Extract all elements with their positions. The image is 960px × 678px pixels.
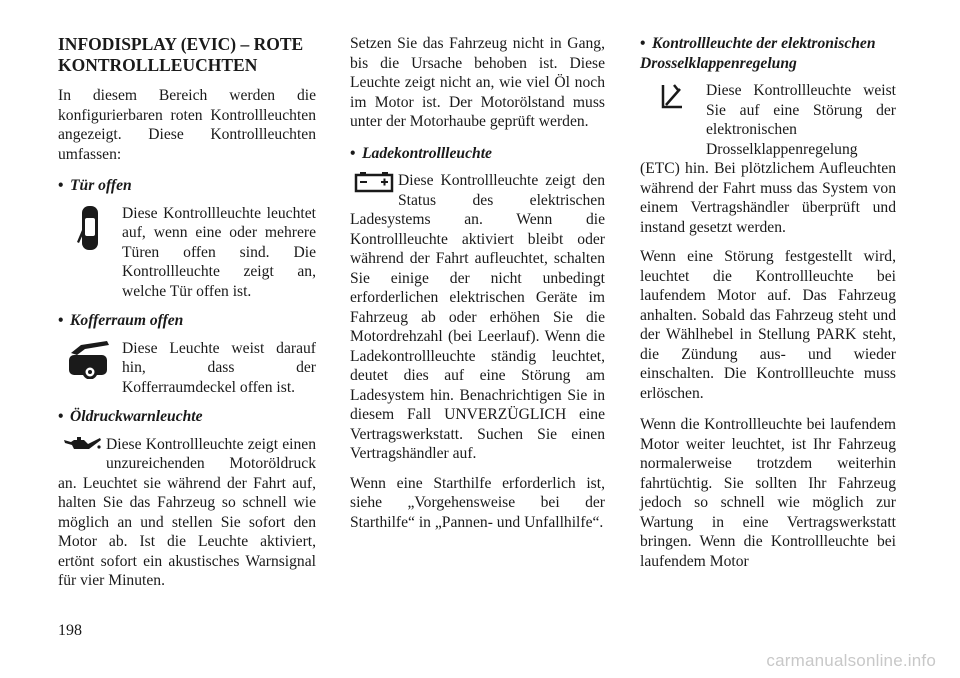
oil-can-icon: [58, 435, 106, 459]
charge-text: Diese Kontrollleuchte zeigt den Status des elektrischen Ladesystems an. Wenn die Kontrollleuchte aktiviert bleibt oder während der Fahrt aufleuchtet, schalten Sie einige der nicht unbedingt erforderlichen elektrischen Geräte im Fahrzeug ab oder erhöhen Sie die Motordrehzahl (bei Leerlauf). Wenn die Ladekontrollleuchte ständig leuchtet, deutet dies auf eine Störung am Ladesystem hin. Benachrichtigen Sie in diesem Fall UNVERZÜGLICH eine Vertragswerkstatt. Suchen Sie einen Vertragshändler auf.: [350, 172, 605, 462]
column-3: [640, 34, 896, 583]
throttle-control-icon: [640, 81, 706, 159]
charge-block: [350, 171, 605, 464]
fault-paragraph: Wenn eine Störung festgestellt wird, leuchtet die Kontrollleuchte bei laufendem Motor auf. Das Fahrzeug anhalten. Sobald das Fahrzeug steht und der Wählhebel in Stellung PARK steht, die Zündung aus- und wieder einschalten. Die Kontrollleuchte muss erlöschen.: [640, 248, 896, 402]
continue-driving-paragraph: Wenn die Kontrollleuchte bei laufendem Motor weiter leuchtet, ist Ihr Fahrzeug normalerweise trotzdem weiterhin fahrtüchtig. Sie sollten Ihr Fahrzeug jedoch so schnell wie möglich zur Wartung in eine Vertragswerkstatt bringen. Wenn die Kontrollleuchte bei laufendem Motor: [640, 416, 896, 570]
column-2: [350, 34, 605, 544]
watermark: carmanualsonline.info: [766, 651, 936, 670]
etc-block: [640, 81, 896, 237]
etc-text: Diese Kontrollleuchte weist Sie auf eine Störung der elektronischen Drosselklappenregelung (ETC) hin. Bei plötzlichem Aufleuchten während der Fahrt muss das System von einem Vertragshändler überprüft und instand gesetzt werden.: [640, 82, 896, 236]
etc-title: Kontrollleuchte der elektronischen Drosselklappenregelung: [640, 35, 876, 72]
oil-title: Öldruckwarnleuchte: [70, 408, 203, 425]
oil-text: Diese Kontrollleuchte zeigt einen unzureichenden Motoröldruck an. Leuchtet sie während der Fahrt auf, halten Sie das Fahrzeug so schnell wie möglich an und stellen Sie sofort den Motor ab. Ist die Leuchte aktiviert, ertönt sofort ein akustisches Warnsignal für vier Minuten.: [58, 435, 316, 589]
column-1: [58, 34, 316, 601]
trunk-open-icon: [58, 339, 122, 395]
door-text: Diese Kontrollleuchte leuchtet auf, wenn eine oder mehrere Türen offen sind. Die Kontrollleuchte zeigt an, welche Tür offen ist.: [122, 204, 316, 300]
charge-bullet: • Ladekontrollleuchte: [350, 144, 492, 162]
oil-bullet: • Öldruckwarnleuchte: [58, 408, 203, 425]
door-block: [58, 204, 316, 302]
oil-block: [58, 435, 316, 591]
trunk-bullet: • Kofferraum offen: [58, 312, 184, 329]
door-open-icon: [58, 204, 122, 284]
intro-paragraph: In diesem Bereich werden die konfigurierbaren roten Kontrollleuchten angezeigt. Diese Kontrollleuchten umfassen:: [58, 87, 316, 163]
trunk-title: Kofferraum offen: [70, 312, 184, 329]
trunk-text: Diese Leuchte weist darauf hin, dass der Kofferraumdeckel offen ist.: [122, 339, 316, 396]
charge-title: Ladekontrollleuchte: [362, 144, 492, 162]
page-number: 198: [58, 622, 82, 639]
jump-start-paragraph: Wenn eine Starthilfe erforderlich ist, siehe „Vorgehensweise bei der Starthilfe“ in „Pannen- und Unfallhilfe“.: [350, 474, 605, 531]
section-heading: INFODISPLAY (EVIC) – ROTE KONTROLLLEUCHTEN: [58, 34, 304, 75]
battery-icon: [350, 171, 398, 199]
etc-bullet: • Kontrollleuchte der elektronischen Drosselklappenregelung: [640, 35, 876, 72]
door-title: Tür offen: [70, 177, 132, 194]
trunk-block: [58, 339, 316, 398]
oil-continued-paragraph: Setzen Sie das Fahrzeug nicht in Gang, bis die Ursache behoben ist. Diese Leuchte zeigt nicht an, wie viel Öl noch im Motor ist. Der Motorölstand muss unter der Motorhaube geprüft werden.: [350, 35, 605, 130]
door-bullet: • Tür offen: [58, 177, 132, 194]
